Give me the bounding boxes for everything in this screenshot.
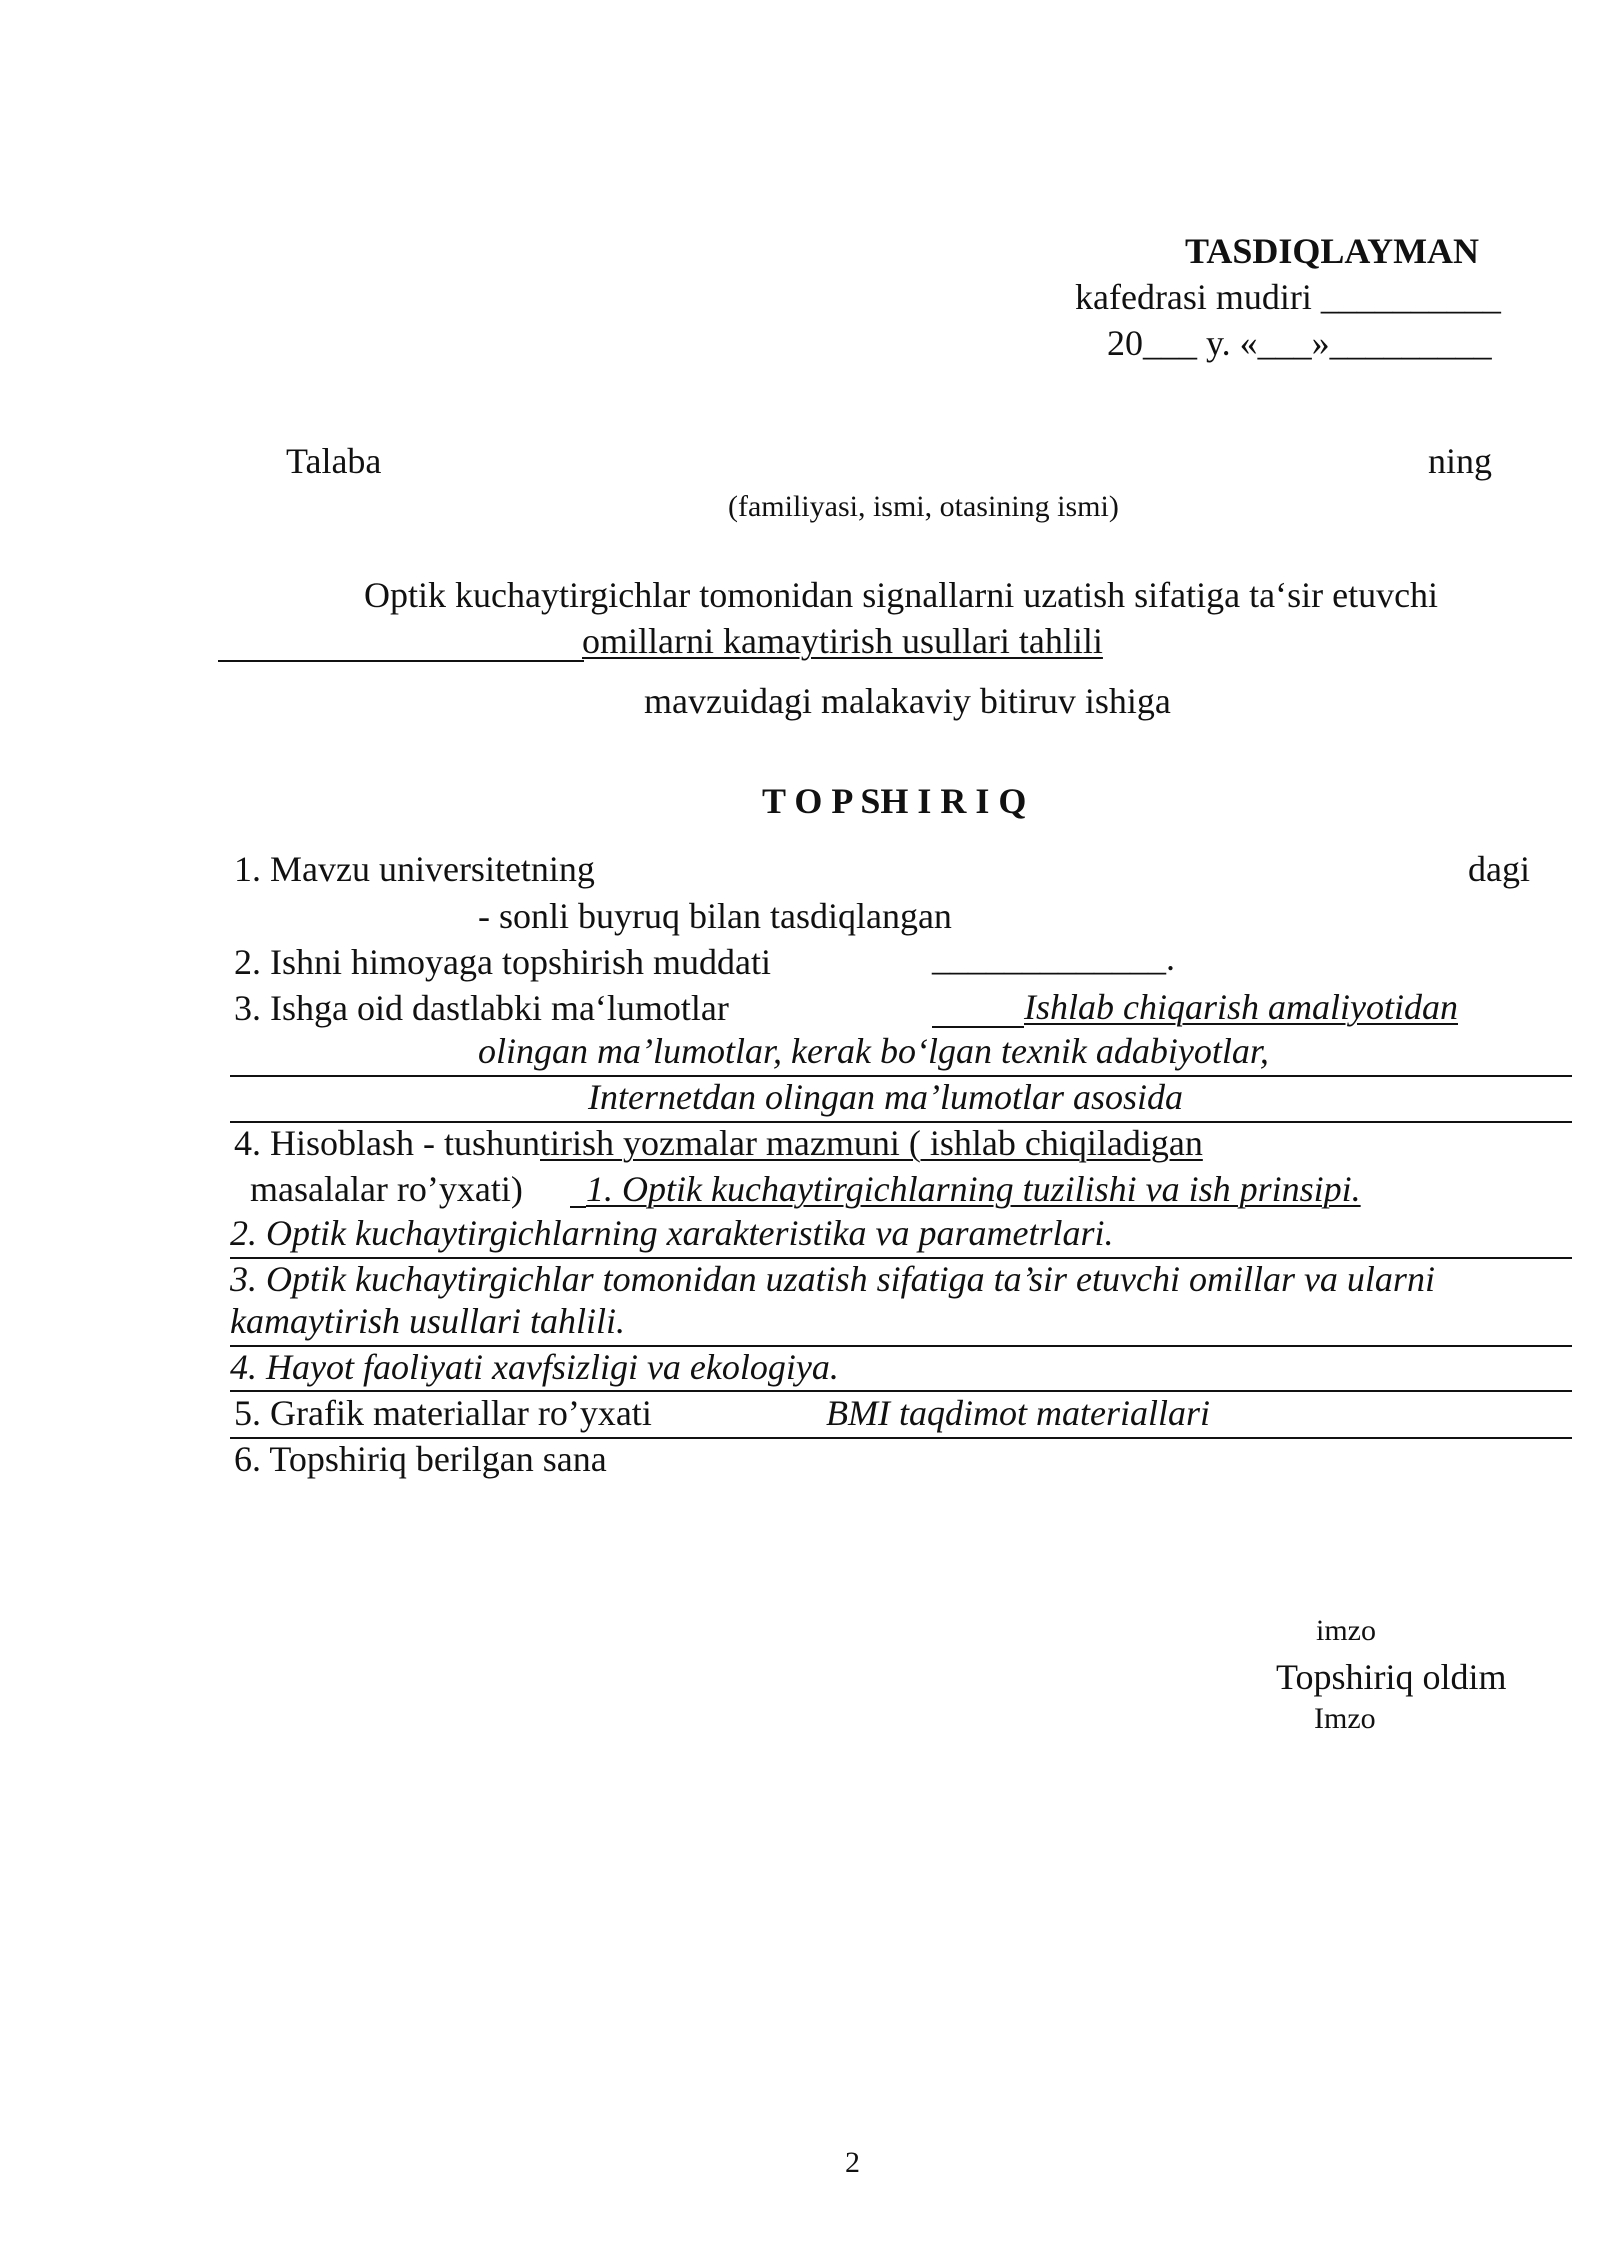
- item-4-underline-lead: [570, 1206, 586, 1208]
- signature-imzo-small: imzo: [1316, 1614, 1376, 1647]
- item-3-value-2: olingan ma’lumotlar, kerak bo‘lgan texnik adabiyotlar,: [478, 1031, 1269, 1071]
- topic-line-2: omillarni kamaytirish usullari tahlili: [582, 621, 1103, 661]
- item-5-label: 5. Grafik materiallar ro’yxati: [234, 1393, 652, 1433]
- student-name-caption: (familiyasi, ismi, otasining ismi): [728, 490, 1119, 523]
- item-2-deadline-blank: _____________.: [932, 938, 1175, 978]
- department-head-label: [1075, 276, 1501, 318]
- assignment-heading: T O P SH I R I Q: [762, 781, 1027, 821]
- page-number: 2: [845, 2146, 860, 2179]
- approval-title: TASDIQLAYMAN: [1185, 231, 1480, 271]
- department-head-blank: __________: [1320, 277, 1501, 317]
- item-4-task-4: 4. Hayot faoliyati xavfsizligi va ekologiya.: [230, 1347, 839, 1387]
- topic-underline-left: [218, 660, 584, 662]
- item-2-label: 2. Ishni himoyaga topshirish muddati: [234, 942, 771, 982]
- item-4-label-b: tirish yozmalar mazmuni ( ishlab chiqiladigan: [540, 1123, 1203, 1163]
- item-1-line-2: - sonli buyruq bilan tasdiqlangan: [478, 896, 952, 936]
- item-3-label: 3. Ishga oid dastlabki ma‘lumotlar: [234, 988, 729, 1028]
- item-4-task-2: 2. Optik kuchaytirgichlarning xarakteristika va parametrlari.: [230, 1213, 1114, 1253]
- item-4-label-c: masalalar ro’yxati): [250, 1169, 523, 1209]
- item-3-value-3: Internetdan olingan ma’lumotlar asosida: [588, 1077, 1183, 1117]
- topic-line-1: Optik kuchaytirgichlar tomonidan signallarni uzatish sifatiga ta‘sir etuvchi: [364, 575, 1439, 615]
- topic-line-3: mavzuidagi malakaviy bitiruv ishiga: [644, 681, 1171, 721]
- department-head-text: kafedrasi mudiri: [1075, 277, 1312, 317]
- item-4-task-3a: 3. Optik kuchaytirgichlar tomonidan uzatish sifatiga ta’sir etuvchi omillar va ularni: [230, 1259, 1435, 1299]
- item-1-label: 1. Mavzu universitetning: [234, 849, 595, 889]
- approval-date-line: 20___ y. «___»_________: [1107, 323, 1492, 363]
- item-1-suffix: dagi: [1468, 849, 1530, 889]
- item-3-underline-lead: [932, 1026, 1024, 1028]
- student-suffix: ning: [1428, 441, 1493, 481]
- item-4-task-1: 1. Optik kuchaytirgichlarning tuzilishi va ish prinsipi.: [586, 1169, 1361, 1209]
- student-label: Talaba: [286, 441, 382, 481]
- assignment-received-label: Topshiriq oldim: [1276, 1657, 1507, 1697]
- item-5-value: BMI taqdimot materiallari: [826, 1393, 1210, 1433]
- item-4-task-3b: kamaytirish usullari tahlili.: [230, 1301, 626, 1341]
- item-3-value-1: Ishlab chiqarish amaliyotidan: [1024, 987, 1458, 1027]
- item-4-label-a: 4. Hisoblash - tushun: [234, 1123, 540, 1163]
- item-4-label: [234, 1122, 1203, 1164]
- signature-imzo-caption: Imzo: [1314, 1702, 1376, 1735]
- item-6-label: 6. Topshiriq berilgan sana: [234, 1439, 607, 1479]
